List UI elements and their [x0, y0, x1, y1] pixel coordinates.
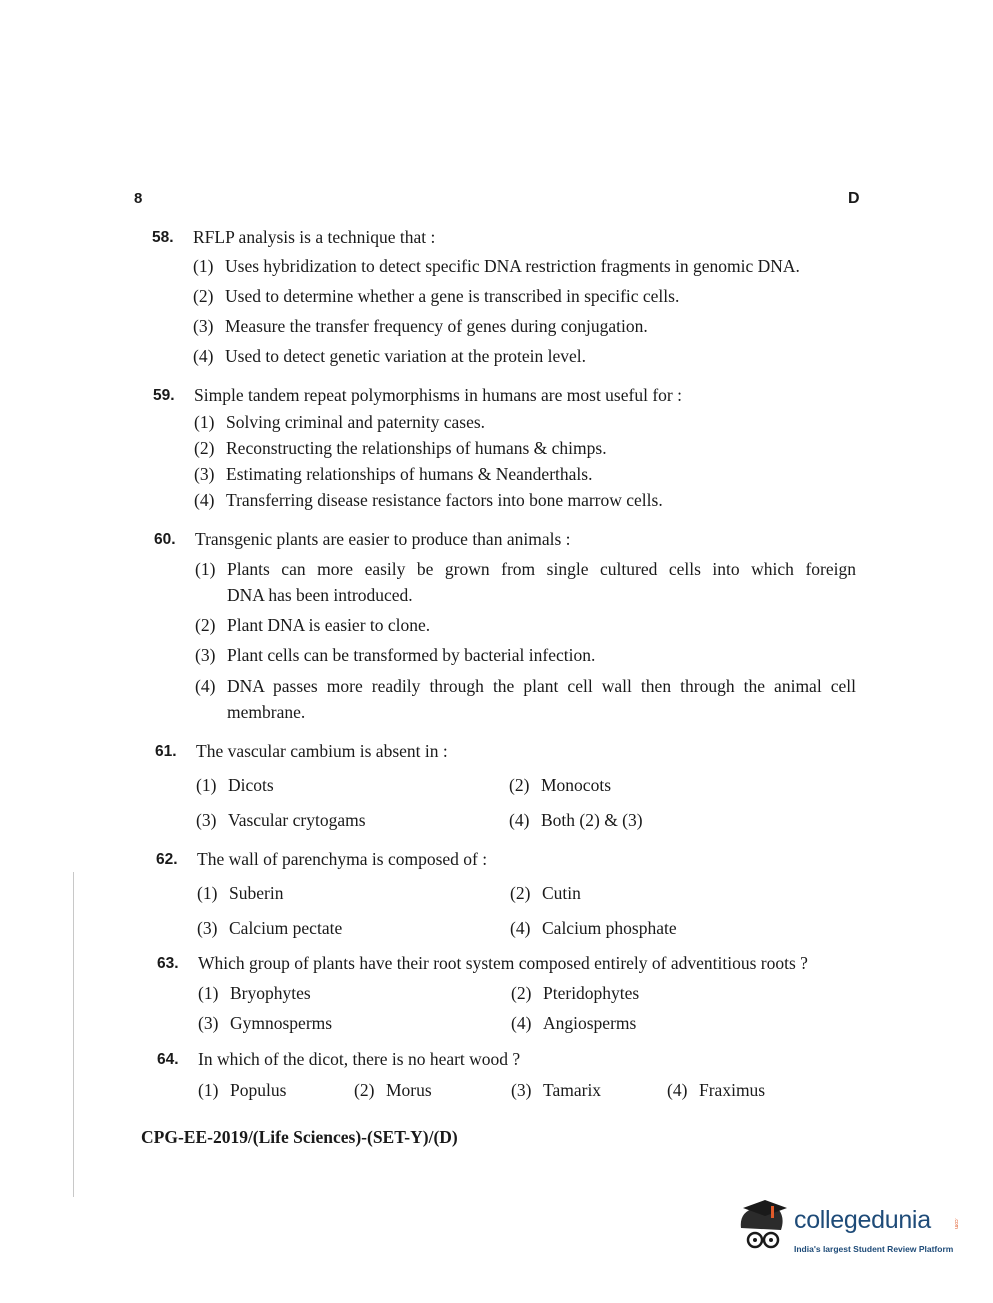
option-number: (3)	[193, 316, 214, 336]
option-text: Monocots	[541, 775, 611, 795]
option-text: Plant cells can be transformed by bacterial infection.	[227, 645, 596, 665]
option-number: (1)	[195, 559, 216, 579]
question-text: RFLP analysis is a technique that :	[193, 227, 436, 247]
option	[510, 918, 677, 939]
option-text: Bryophytes	[230, 983, 311, 1003]
option-text: Used to determine whether a gene is transcribed in specific cells.	[225, 286, 680, 306]
option-number: (1)	[198, 1080, 219, 1100]
student-mascot-icon	[735, 1198, 795, 1258]
option	[509, 810, 643, 831]
option	[194, 438, 607, 459]
option-text: Dicots	[228, 775, 274, 795]
option	[194, 464, 592, 485]
option-number: (3)	[196, 810, 217, 830]
option-number: (2)	[509, 775, 530, 795]
option-text: Measure the transfer frequency of genes during conjugation.	[225, 316, 648, 336]
option-text-continuation: membrane.	[227, 702, 306, 722]
option-text: Tamarix	[543, 1080, 602, 1100]
option-text: Gymnosperms	[230, 1013, 333, 1033]
option-text: Plant DNA is easier to clone.	[227, 615, 431, 635]
logo-suffix: .com	[953, 1218, 959, 1229]
option-text: Plants can more easily be grown from single cultured cells into which foreign	[227, 559, 856, 579]
option	[195, 645, 595, 666]
option-text: Angiosperms	[543, 1013, 637, 1033]
option-number: (4)	[667, 1080, 688, 1100]
option-number: (4)	[193, 346, 214, 366]
option	[510, 883, 581, 904]
option-number: (2)	[195, 615, 216, 635]
option-number: (3)	[198, 1013, 219, 1033]
option	[198, 1013, 332, 1034]
option	[195, 673, 856, 725]
option-text: Vascular crytogams	[228, 810, 366, 830]
question-text: Simple tandem repeat polymorphisms in humans are most useful for :	[194, 385, 682, 405]
option-number: (2)	[354, 1080, 375, 1100]
collegedunia-logo[interactable]	[735, 1198, 965, 1258]
option-number: (2)	[510, 883, 531, 903]
logo-wordmark: collegedunia	[794, 1206, 931, 1234]
question-text: Transgenic plants are easier to produce than animals :	[195, 529, 571, 549]
option	[195, 556, 856, 608]
option-number: (4)	[509, 810, 530, 830]
option-number: (4)	[194, 490, 215, 510]
option	[193, 286, 679, 307]
question-number: 61.	[155, 743, 177, 760]
option-text: Uses hybridization to detect specific DNA restriction fragments in genomic DNA.	[225, 256, 800, 276]
option-number: (3)	[195, 645, 216, 665]
option	[198, 1080, 286, 1101]
option-text: Pteridophytes	[543, 983, 640, 1003]
question-text: The wall of parenchyma is composed of :	[197, 849, 488, 869]
option-number: (1)	[194, 412, 215, 432]
option-text: Solving criminal and paternity cases.	[226, 412, 486, 432]
footer-code: CPG-EE-2019/(Life Sciences)-(SET-Y)/(D)	[141, 1127, 458, 1147]
option	[667, 1080, 765, 1101]
option	[197, 918, 342, 939]
question-number: 58.	[152, 229, 174, 246]
option-text-continuation: DNA has been introduced.	[227, 585, 413, 605]
option-number: (1)	[193, 256, 214, 276]
option-number: (3)	[511, 1080, 532, 1100]
option	[196, 810, 366, 831]
question-text: In which of the dicot, there is no heart wood ?	[198, 1049, 521, 1069]
option	[193, 346, 586, 367]
option	[194, 412, 485, 433]
option-number: (4)	[510, 918, 531, 938]
question-text: The vascular cambium is absent in :	[196, 741, 448, 761]
option	[511, 1013, 636, 1034]
option-text: Reconstructing the relationships of humans & chimps.	[226, 438, 607, 458]
option-number: (1)	[197, 883, 218, 903]
set-code: D	[848, 190, 860, 207]
option	[196, 775, 274, 796]
option	[197, 883, 283, 904]
option-number: (3)	[194, 464, 215, 484]
question-number: 60.	[154, 531, 176, 548]
option-text: Calcium phosphate	[542, 918, 677, 938]
option	[193, 256, 800, 277]
option	[511, 983, 639, 1004]
margin-rule	[73, 872, 74, 1197]
option	[195, 615, 430, 636]
option	[511, 1080, 601, 1101]
option-number: (2)	[511, 983, 532, 1003]
option-number: (3)	[197, 918, 218, 938]
question-text: Which group of plants have their root system composed entirely of adventitious roots ?	[198, 953, 808, 973]
option	[354, 1080, 432, 1101]
option-text: Transferring disease resistance factors into bone marrow cells.	[226, 490, 663, 510]
option-number: (1)	[198, 983, 219, 1003]
option-text: Used to detect genetic variation at the protein level.	[225, 346, 587, 366]
option	[509, 775, 611, 796]
logo-tagline: India's largest Student Review Platform	[794, 1244, 954, 1254]
option-text: DNA passes more readily through the plant cell wall then through the animal cell	[227, 676, 856, 696]
option-number: (2)	[193, 286, 214, 306]
question-number: 59.	[153, 387, 175, 404]
page-number: 8	[134, 190, 143, 207]
option-text: Both (2) & (3)	[541, 810, 643, 830]
option-text: Estimating relationships of humans & Neanderthals.	[226, 464, 593, 484]
option-number: (4)	[195, 676, 216, 696]
option-number: (2)	[194, 438, 215, 458]
option	[198, 983, 311, 1004]
option-text: Calcium pectate	[229, 918, 343, 938]
option-text: Populus	[230, 1080, 287, 1100]
option-text: Morus	[386, 1080, 432, 1100]
question-number: 63.	[157, 955, 179, 972]
question-number: 62.	[156, 851, 178, 868]
option-number: (4)	[511, 1013, 532, 1033]
option-number: (1)	[196, 775, 217, 795]
option-text: Fraximus	[699, 1080, 766, 1100]
option-text: Suberin	[229, 883, 284, 903]
question-number: 64.	[157, 1051, 179, 1068]
option	[194, 490, 663, 511]
option	[193, 316, 648, 337]
option-text: Cutin	[542, 883, 581, 903]
